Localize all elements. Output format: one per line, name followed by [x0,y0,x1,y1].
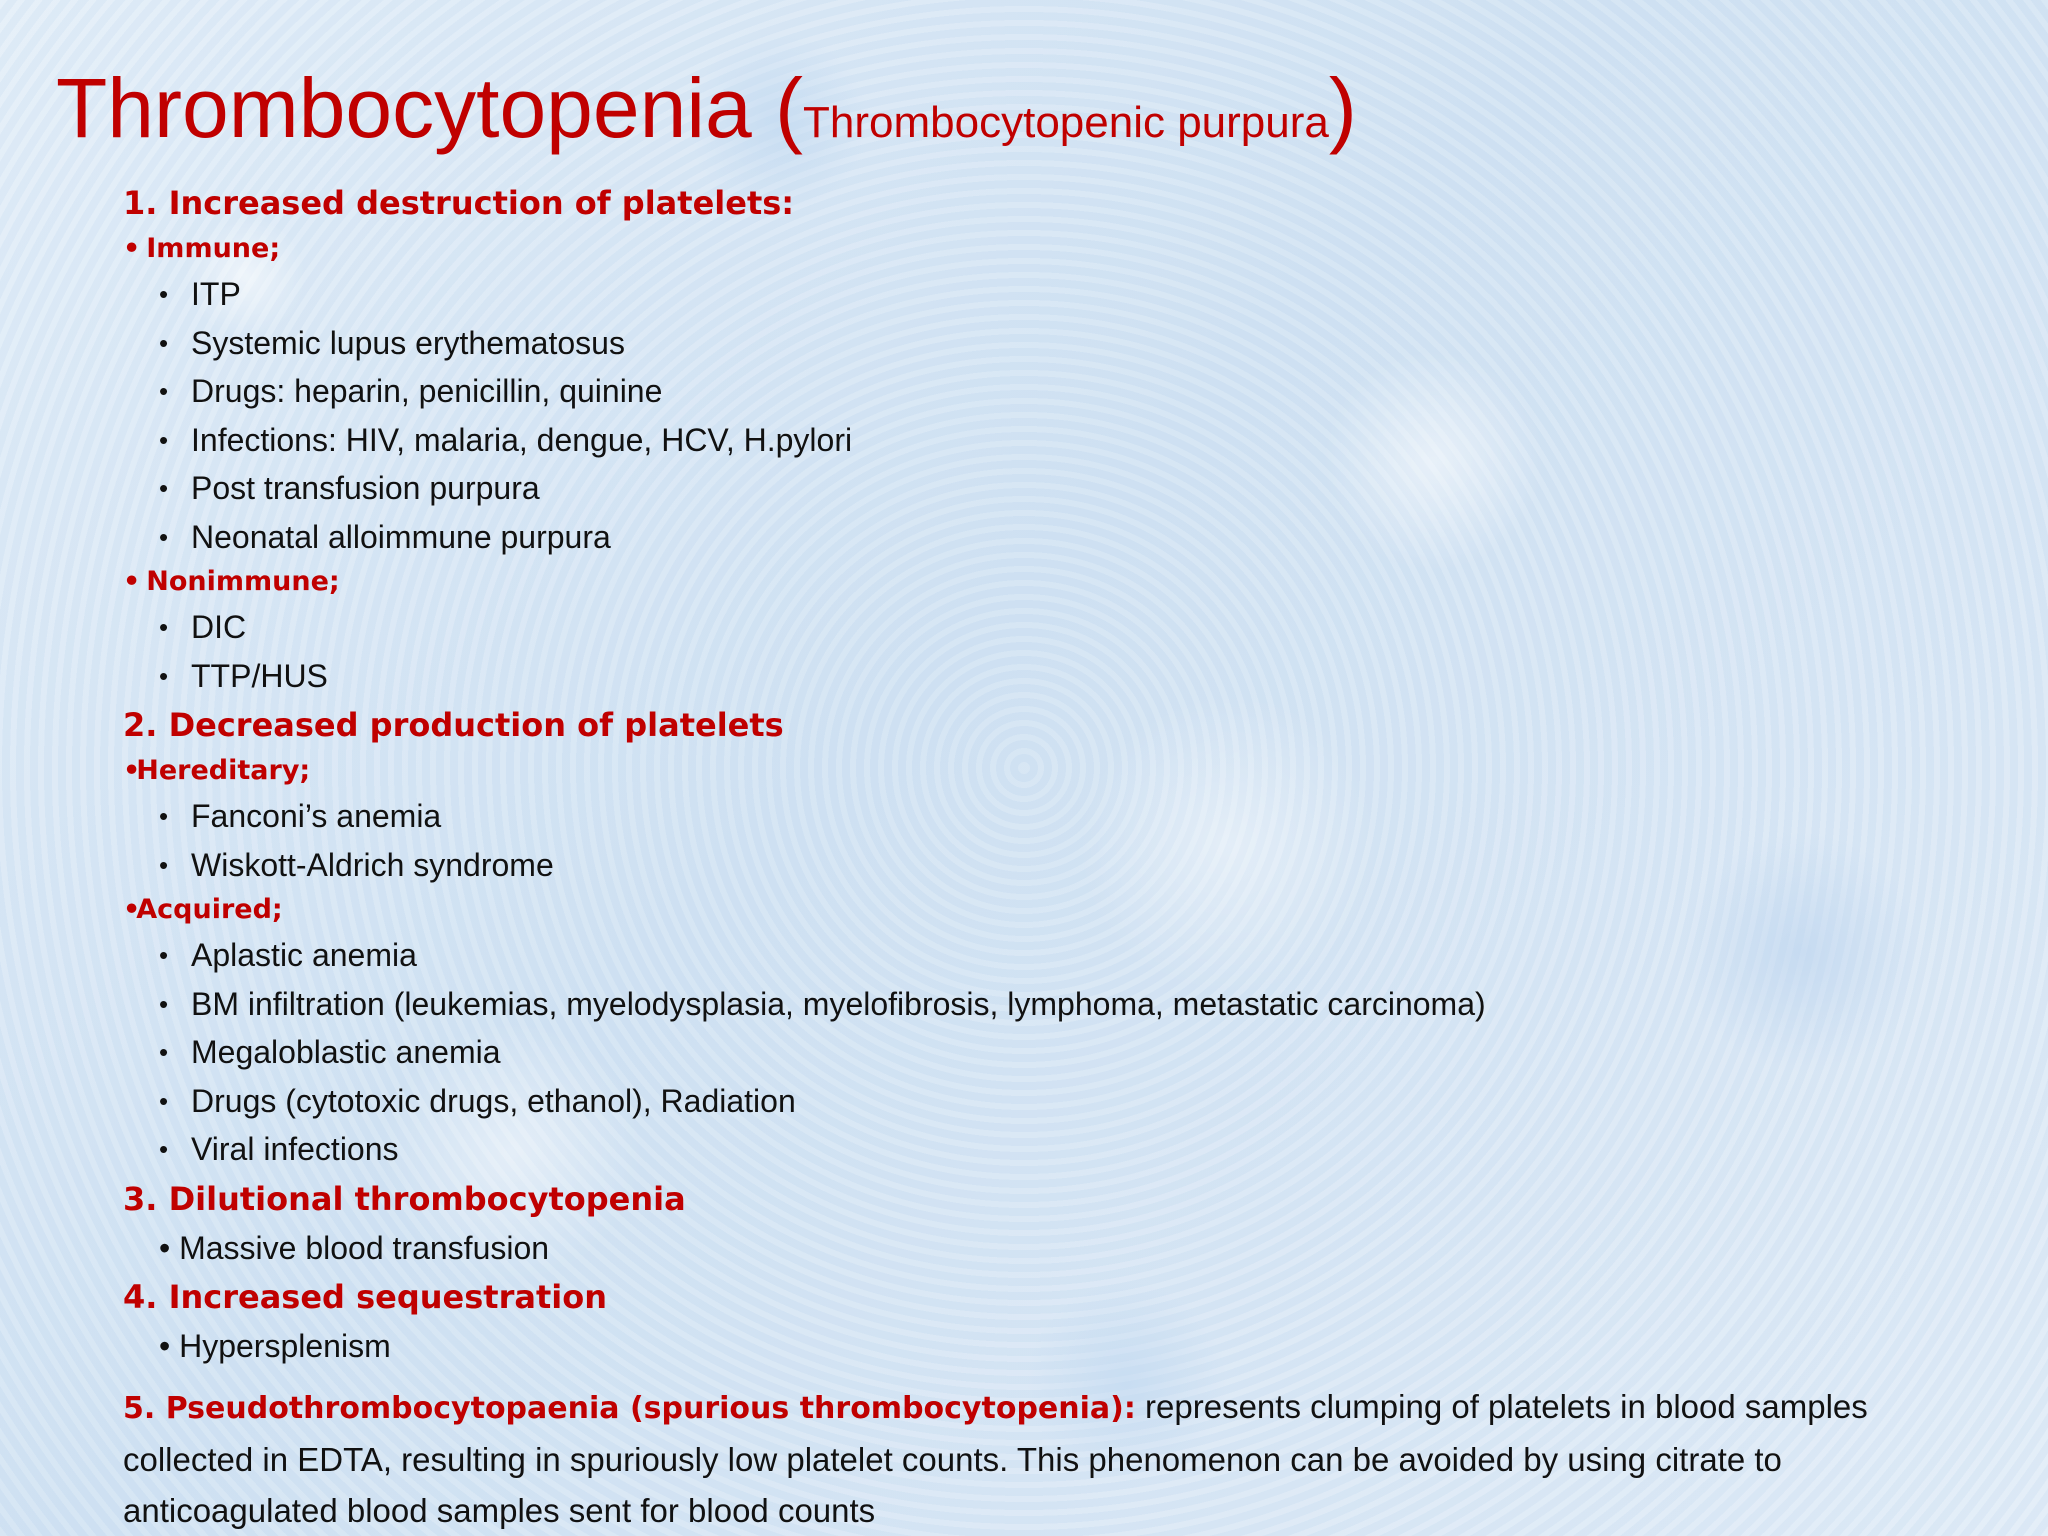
list-item-text: Infections: HIV, malaria, dengue, HCV, H.pylori [191,421,853,458]
list-item: • Hypersplenism [159,1328,391,1364]
hereditary-subheading [123,750,2013,792]
section-2-heading: 2. Decreased production of platelets [123,706,784,744]
bullet-dot: • [159,376,169,406]
list-item-text: TTP/HUS [191,657,328,694]
section-1-heading: 1. Increased destruction of platelets: [123,184,795,222]
section-3-heading: 3. Dilutional thrombocytopenia [123,1179,686,1218]
list-item [123,603,2013,652]
slide-title [56,60,1357,171]
acquired-label: Acquired; [136,894,283,925]
immune-label: Immune; [146,233,281,264]
list-item [123,1125,2013,1174]
section-5-heading: 5. Pseudothrombocytopaenia (spurious thrombocytopenia): [123,1390,1136,1426]
bullet-dot: • [159,988,169,1019]
list-item-text: Aplastic anemia [191,937,417,973]
nonimmune-subheading [123,561,2013,603]
list-item-text: Megaloblastic anemia [191,1034,501,1070]
list-item [123,270,2013,319]
bullet-dot: • [159,1134,169,1164]
list-item-text: Wiskott-Aldrich syndrome [191,846,554,883]
title-main: Thrombocytopenia ( [56,61,804,155]
bullet-dot: • [159,801,169,831]
list-item [123,1077,2013,1126]
list-item [123,1028,2013,1077]
title-close: ) [1328,61,1357,155]
list-item-text: Drugs: heparin, penicillin, quinine [191,373,663,409]
bullet-dot: • [159,279,169,309]
list-item [123,367,2013,416]
list-item [123,319,2013,368]
list-item [123,513,2013,562]
bullet-dot: • [159,1085,169,1116]
list-item-text: DIC [191,609,247,645]
list-item: • Massive blood transfusion [159,1229,550,1266]
bullet-dot: • [159,424,169,455]
list-item [123,841,2013,890]
section-5-text: represents clumping of platelets in blood samples collected in EDTA, resulting in spuriously low platelet counts. This phenomenon can be avoided by using citrate to anticoagulated blood samples sent for blood counts [123,1387,1868,1529]
bullet-dot: • [159,521,169,552]
list-item-text: ITP [191,276,241,312]
list-item-text: Viral infections [191,1131,399,1167]
slide-content [123,178,2013,1536]
list-item-text: Post transfusion purpura [191,470,540,506]
list-item-text: Fanconi’s anemia [191,798,442,834]
nonimmune-label: Nonimmune; [146,566,340,597]
immune-subheading [123,228,2013,270]
list-item-text: BM infiltration (leukemias, myelodysplasia, myelofibrosis, lymphoma, metastatic carcinoma) [191,985,1486,1022]
bullet-dot: • [123,894,141,925]
bullet-dot: • [159,327,169,358]
list-item [123,980,2013,1029]
list-item-text: Drugs (cytotoxic drugs, ethanol), Radiation [191,1082,796,1119]
list-item [123,416,2013,465]
bullet-dot: • [123,233,141,264]
bullet-dot: • [159,612,169,642]
section-4-heading: 4. Increased sequestration [123,1278,607,1316]
section-5-paragraph [123,1381,1993,1536]
bullet-dot: • [159,940,169,970]
hereditary-label: Hereditary; [136,755,311,786]
bullet-dot: • [159,849,169,880]
title-subtitle: Thrombocytopenic purpura [803,98,1329,147]
list-item-text: Neonatal alloimmune purpura [191,518,611,555]
list-item [123,464,2013,513]
bullet-dot: • [159,1037,169,1067]
list-item-text: Systemic lupus erythematosus [191,324,625,361]
bullet-dot: • [123,566,141,597]
acquired-subheading [123,889,2013,931]
bullet-dot: • [123,755,141,786]
list-item [123,931,2013,980]
bullet-dot: • [159,473,169,503]
list-item [123,652,2013,701]
list-item [123,792,2013,841]
bullet-dot: • [159,660,169,691]
